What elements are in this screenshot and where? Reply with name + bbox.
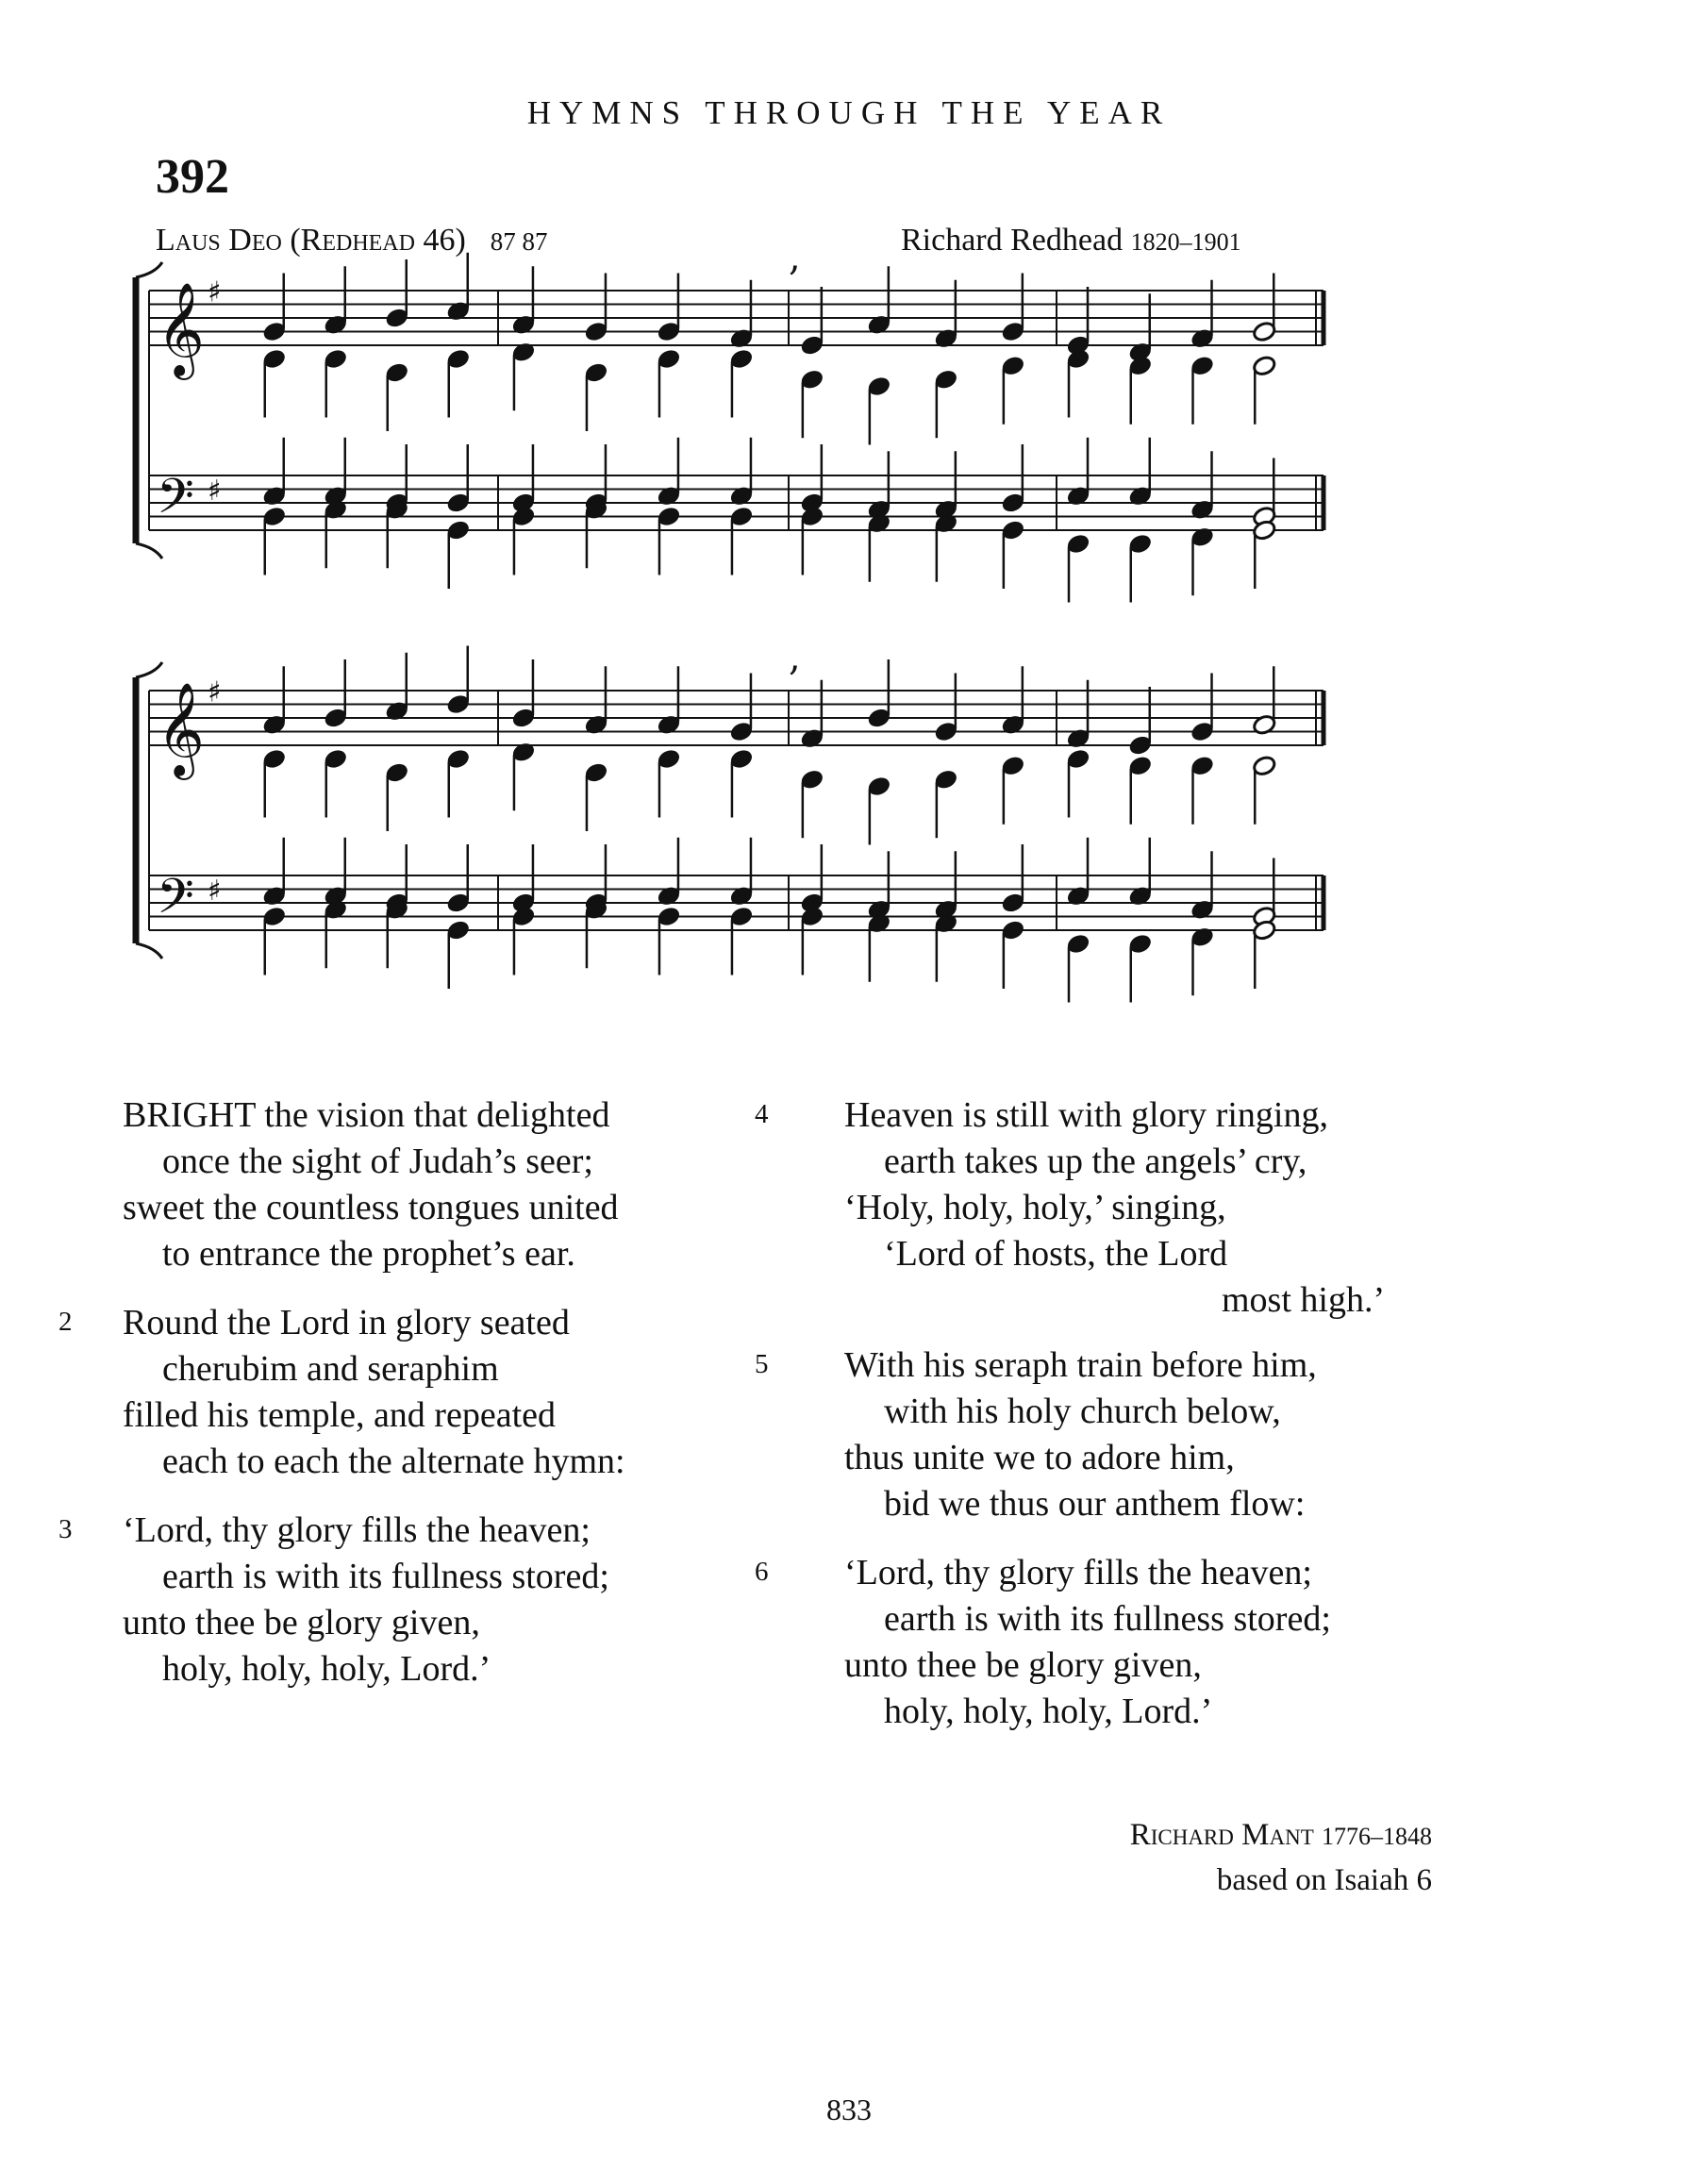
stanza-line: ‘Holy, holy, holy,’ singing,	[844, 1188, 1226, 1227]
breath-mark: ,	[789, 636, 801, 679]
bracket-hook	[136, 662, 162, 677]
author-name: Richard Mant	[1129, 1818, 1314, 1852]
verse-number-3: 3	[58, 1514, 73, 1544]
stanza-3	[123, 1508, 609, 1692]
stanza-line: earth is with its fullness stored;	[162, 1557, 609, 1596]
sharp-icon: ♯	[208, 475, 222, 508]
sharp-icon: ♯	[208, 275, 222, 309]
running-title: HYMNS THROUGH THE YEAR	[526, 94, 1172, 131]
stanza-line: ‘Lord, thy glory fills the heaven;	[844, 1553, 1312, 1592]
sharp-icon: ♯	[208, 675, 222, 709]
stanza-line: ‘Lord, thy glory fills the heaven;	[123, 1510, 591, 1550]
stanza-line: sweet the countless tongues united	[123, 1188, 619, 1227]
score-graphics	[136, 236, 1323, 1003]
stanza-line: earth is with its fullness stored;	[884, 1599, 1331, 1639]
composer-dates: 1820–1901	[1130, 228, 1241, 256]
stanza-line: filled his temple, and repeated	[123, 1395, 556, 1435]
tune-name: Laus Deo (Redhead 46)	[156, 223, 466, 258]
attribution	[1130, 1813, 1432, 1902]
breath-mark: ,	[789, 236, 801, 279]
stanza-4	[844, 1092, 1385, 1324]
stanza-line: ‘Lord of hosts, the Lord	[884, 1234, 1228, 1274]
author-line	[1130, 1813, 1432, 1859]
stanza-line: thus unite we to adore him,	[844, 1438, 1235, 1477]
stanza-line: With his seraph train before him,	[844, 1345, 1317, 1385]
sharp-icon: ♯	[208, 875, 222, 909]
stanza-line: each to each the alternate hymn:	[162, 1442, 625, 1481]
author-dates: 1776–1848	[1322, 1823, 1432, 1850]
stanza-line: holy, holy, holy, Lord.’	[162, 1649, 491, 1689]
verse-number-6: 6	[755, 1557, 769, 1587]
verse-number-5: 5	[755, 1349, 769, 1379]
page-number: 833	[826, 2092, 872, 2126]
stanza-line: with his holy church below,	[884, 1392, 1281, 1431]
composer-name: Richard Redhead	[901, 223, 1124, 258]
treble-clef-icon: 𝄞	[157, 282, 205, 376]
source-line: based on Isaiah 6	[1216, 1863, 1432, 1897]
verse-number-4: 4	[755, 1099, 769, 1129]
stanza-line: BRIGHT the vision that delighted	[123, 1095, 610, 1135]
stanza-line: bid we thus our anthem flow:	[884, 1484, 1306, 1524]
stanza-line: Round the Lord in glory seated	[123, 1303, 570, 1342]
stanza-line: most high.’	[1222, 1280, 1386, 1320]
bass-clef-icon: 𝄢	[157, 867, 194, 937]
stanza-line: earth takes up the angels’ cry,	[884, 1142, 1307, 1181]
bracket-hook	[136, 943, 162, 959]
stanza-5	[844, 1342, 1317, 1527]
music-score	[0, 0, 1698, 1028]
bass-clef-icon: 𝄢	[157, 467, 194, 537]
verse-number-2: 2	[58, 1307, 73, 1337]
stanza-6	[844, 1550, 1331, 1735]
stanza-line: to entrance the prophet’s ear.	[162, 1234, 575, 1274]
stanza-line: holy, holy, holy, Lord.’	[884, 1692, 1213, 1731]
stanza-line: unto thee be glory given,	[844, 1645, 1202, 1685]
stanza-line: Heaven is still with glory ringing,	[844, 1095, 1328, 1135]
treble-clef-icon: 𝄞	[157, 682, 205, 776]
stanza-2	[123, 1300, 625, 1485]
hymn-number: 392	[156, 150, 229, 204]
stanza-1	[123, 1092, 619, 1277]
bracket-hook	[136, 262, 162, 277]
bracket-hook	[136, 543, 162, 559]
stanza-line: unto thee be glory given,	[123, 1603, 480, 1642]
meter: 87 87	[490, 227, 548, 256]
stanza-line: cherubim and seraphim	[162, 1349, 499, 1389]
stanza-line: once the sight of Judah’s seer;	[162, 1142, 593, 1181]
